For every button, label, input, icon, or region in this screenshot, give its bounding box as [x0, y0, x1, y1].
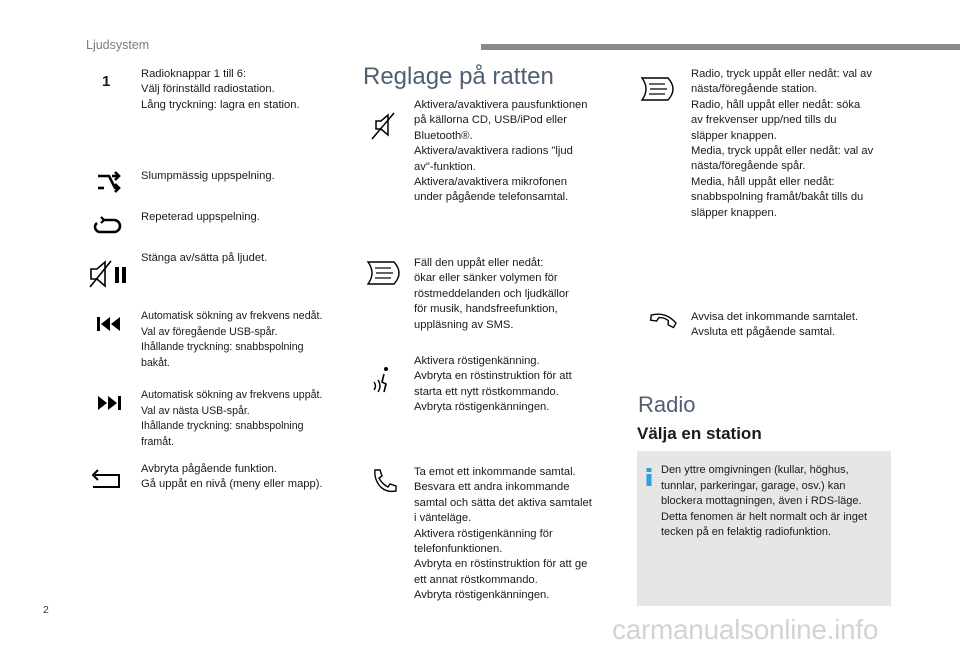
- left-item-7: Avbryta pågående funktion. Gå uppåt en nivå (meny eller mapp).: [141, 463, 323, 491]
- left-item-5: Automatisk sökning av frekvens nedåt. Val av föregående USB-spår. Ihållande tryckning: snabbspolning bakåt.: [141, 310, 323, 369]
- middle-item-1: Aktivera/avaktivera pausfunktionen på källorna CD, USB/iPod eller Bluetooth®. Aktivera/avaktivera radions "ljud av"-funktion. Aktivera/avaktivera mikrofonen under pågående telefonsamtal.: [414, 99, 588, 204]
- phone-hangup-icon: [648, 313, 678, 331]
- shuffle-icon: [95, 168, 123, 196]
- info-text: Den yttre omgivningen (kullar, höghus, tunnlar, parkeringar, garage, osv.) kan blockera mottagningen, även i RDS-läge. Detta fenomen är helt normalt och är inget tecken på en felaktig radiofunktion.: [661, 464, 868, 538]
- page-number: 2: [43, 604, 49, 616]
- header-bar: [481, 44, 960, 50]
- section-title-radio: Radio: [638, 392, 696, 417]
- right-item-2: Avvisa det inkommande samtalet. Avsluta ett pågående samtal.: [691, 311, 859, 339]
- skip-forward-icon: [96, 394, 122, 412]
- skip-back-icon: [96, 315, 122, 333]
- left-item-4: Stänga av/sätta på ljudet.: [141, 252, 268, 264]
- middle-item-4: Ta emot ett inkommande samtal. Besvara ett andra inkommande samtal och sätta det aktiva samtalet i vänteläge. Aktivera röstigenkänning för telefonfunktionen. Avbryta en röstinstruktion för att ge ett annat röstkommando. Avbryta röstigenkänningen.: [414, 466, 592, 602]
- right-item-1: Radio, tryck uppåt eller nedåt: val av nästa/föregående station. Radio, håll uppåt eller nedåt: söka av frekvenser upp/ned tills du släpper knappen. Media, tryck uppåt eller nedåt: val av nästa/föregående spår. Media, håll uppåt eller nedåt: snabbspolning framåt/bakåt tills du släpper knappen.: [691, 68, 874, 219]
- back-arrow-icon: [89, 467, 121, 489]
- section-label: Ljudsystem: [86, 38, 150, 52]
- scroll-wheel-icon: [640, 75, 680, 103]
- repeat-icon: [93, 217, 121, 235]
- left-item-2: Slumpmässig uppspelning.: [141, 170, 275, 182]
- voice-command-icon: [370, 366, 398, 396]
- watermark[interactable]: carmanualsonline.info: [612, 614, 879, 645]
- digit-1-icon: 1: [102, 73, 111, 90]
- volume-wheel-icon: [366, 259, 406, 287]
- section-title-steering: Reglage på ratten: [363, 63, 554, 90]
- left-item-6: Automatisk sökning av frekvens uppåt. Val av nästa USB-spår. Ihållande tryckning: snabbspolning framåt.: [141, 389, 323, 448]
- info-box: [637, 451, 891, 606]
- left-item-3: Repeterad uppspelning.: [141, 211, 260, 223]
- middle-item-2: Fäll den uppåt eller nedåt: ökar eller sänker volymen för röstmeddelanden och ljudkällor för musik, handsfreefunktion, uppläsning av SMS.: [414, 257, 569, 331]
- mute-pause-icon: [89, 259, 131, 289]
- subsection-title: Välja en station: [637, 424, 762, 443]
- left-item-1: Radioknappar 1 till 6: Välj förinställd radiostation. Lång tryckning: lagra en station.: [141, 68, 300, 111]
- info-icon: [646, 468, 652, 486]
- middle-item-3: Aktivera röstigenkänning. Avbryta en röstinstruktion för att starta ett nytt röstkommando. Avbryta röstigenkänningen.: [414, 355, 572, 414]
- phone-answer-icon: [371, 467, 399, 495]
- mute-mic-icon: [370, 111, 400, 141]
